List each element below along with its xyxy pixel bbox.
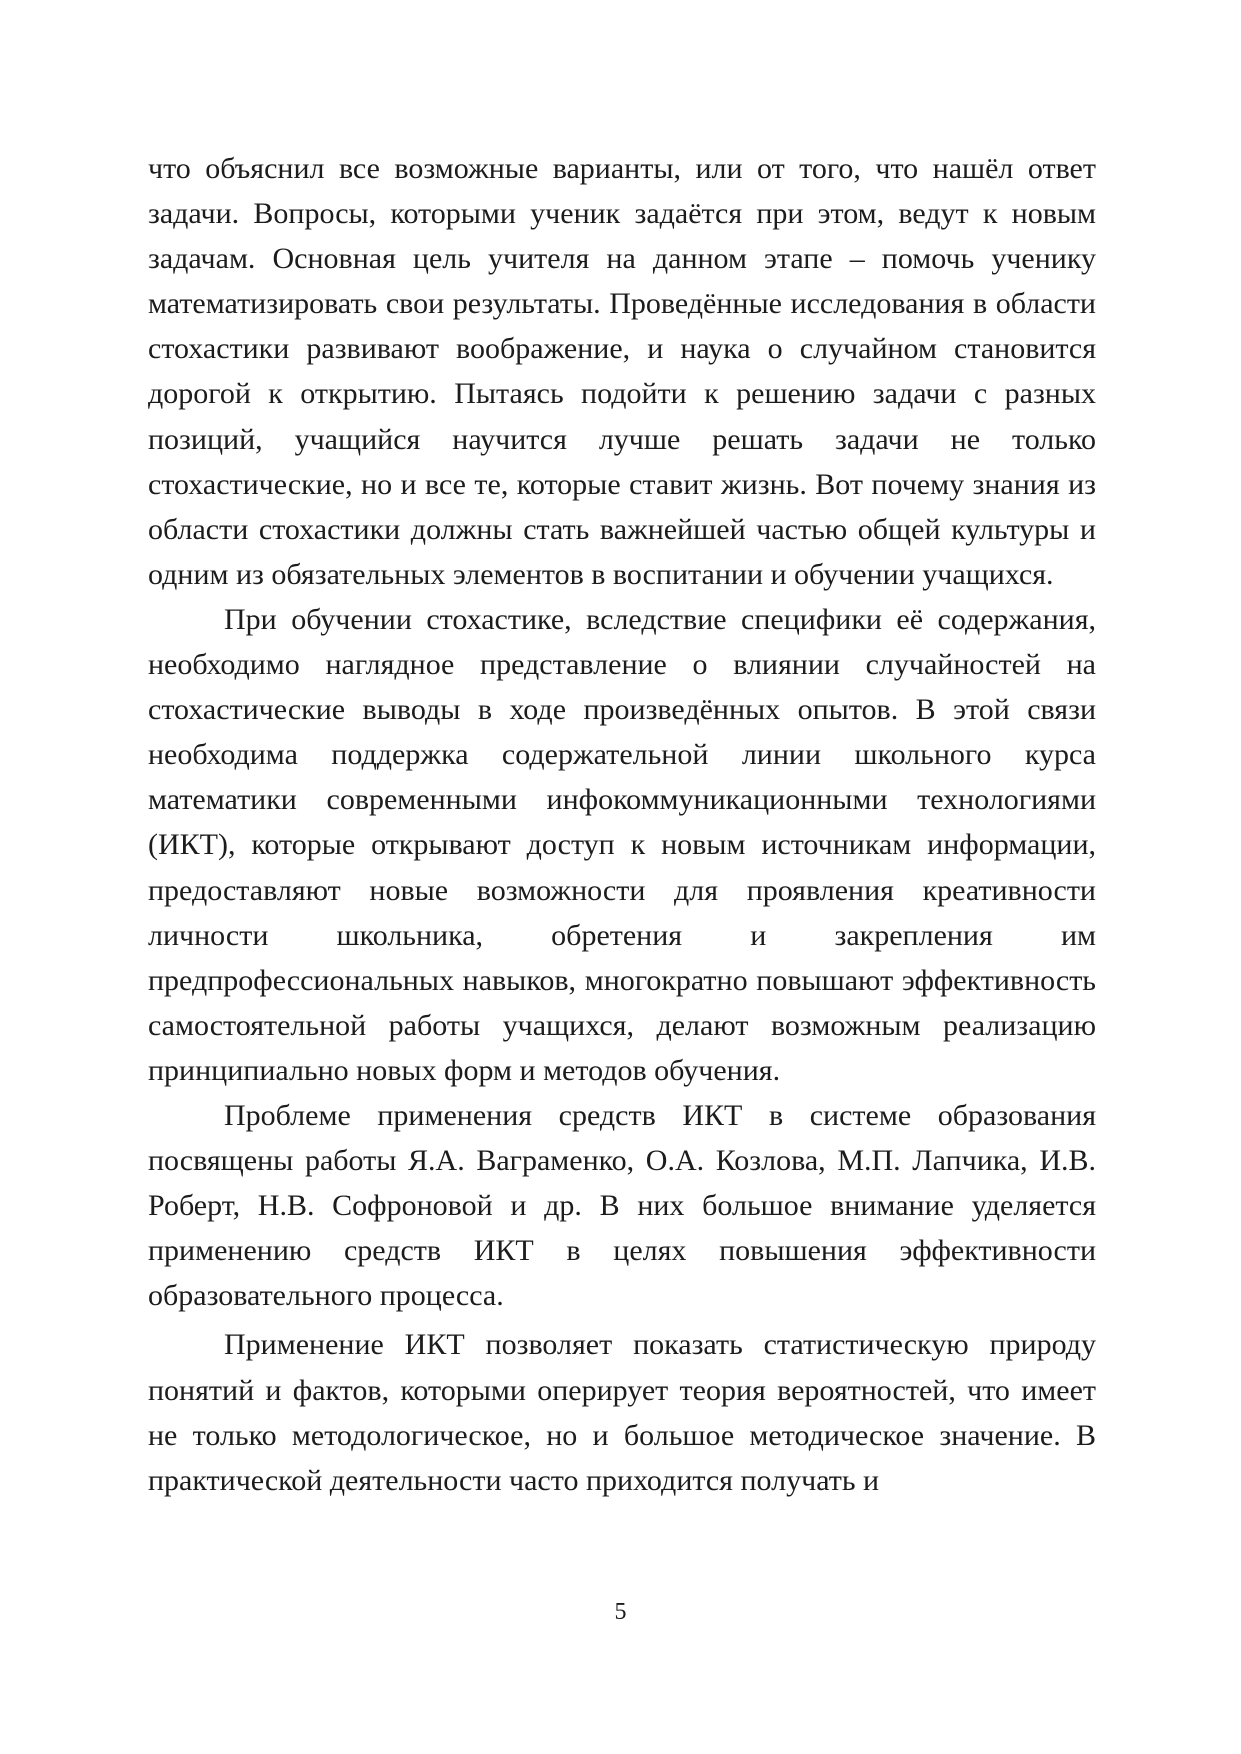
document-body	[148, 146, 1096, 1503]
page-number: 5	[614, 1599, 627, 1625]
paragraph-1: что объяснил все возможные варианты, или от того, что нашёл ответ задачи. Вопросы, которыми ученик задаётся при этом, ведут к новым задачам. Основная цель учителя на данном этапе – помочь ученику математизировать свои результаты. Проведённые исследования в области стохастики развивают воображение, и наука о случайном становится дорогой к открытию. Пытаясь подойти к решению задачи с разных позиций, учащийся научится лучше решать задачи не только стохастические, но и все те, которые ставит жизнь. Вот почему знания из области стохастики должны стать важнейшей частью общей культуры и одним из обязательных элементов в воспитании и обучении учащихся.	[148, 152, 1096, 591]
paragraph-4: Применение ИКТ позволяет показать статистическую природу понятий и фактов, которыми оперирует теория вероятностей, что имеет не только методологическое, но и большое методическое значение. В практической деятельности часто приходится получать и	[148, 1328, 1096, 1497]
paragraph-3: Проблеме применения средств ИКТ в системе образования посвящены работы Я.А. Ваграменко, О.А. Козлова, М.П. Лапчика, И.В. Роберт, Н.В. Софроновой и др. В них большое внимание уделяется применению средств ИКТ в целях повышения эффективности образовательного процесса.	[148, 1098, 1096, 1313]
paragraph-2: При обучении стохастике, вследствие специфики её содержания, необходимо наглядное представление о влиянии случайностей на стохастические выводы в ходе произведённых опытов. В этой связи необходима поддержка содержательной линии школьного курса математики современными инфокоммуникационными технологиями (ИКТ), которые открывают доступ к новым источникам информации, предоставляют новые возможности для проявления креативности личности школьника, обретения и закрепления им предпрофессиональных навыков, многократно повышают эффективность самостоятельной работы учащихся, делают возможным реализацию принципиально новых форм и методов обучения.	[148, 602, 1096, 1087]
